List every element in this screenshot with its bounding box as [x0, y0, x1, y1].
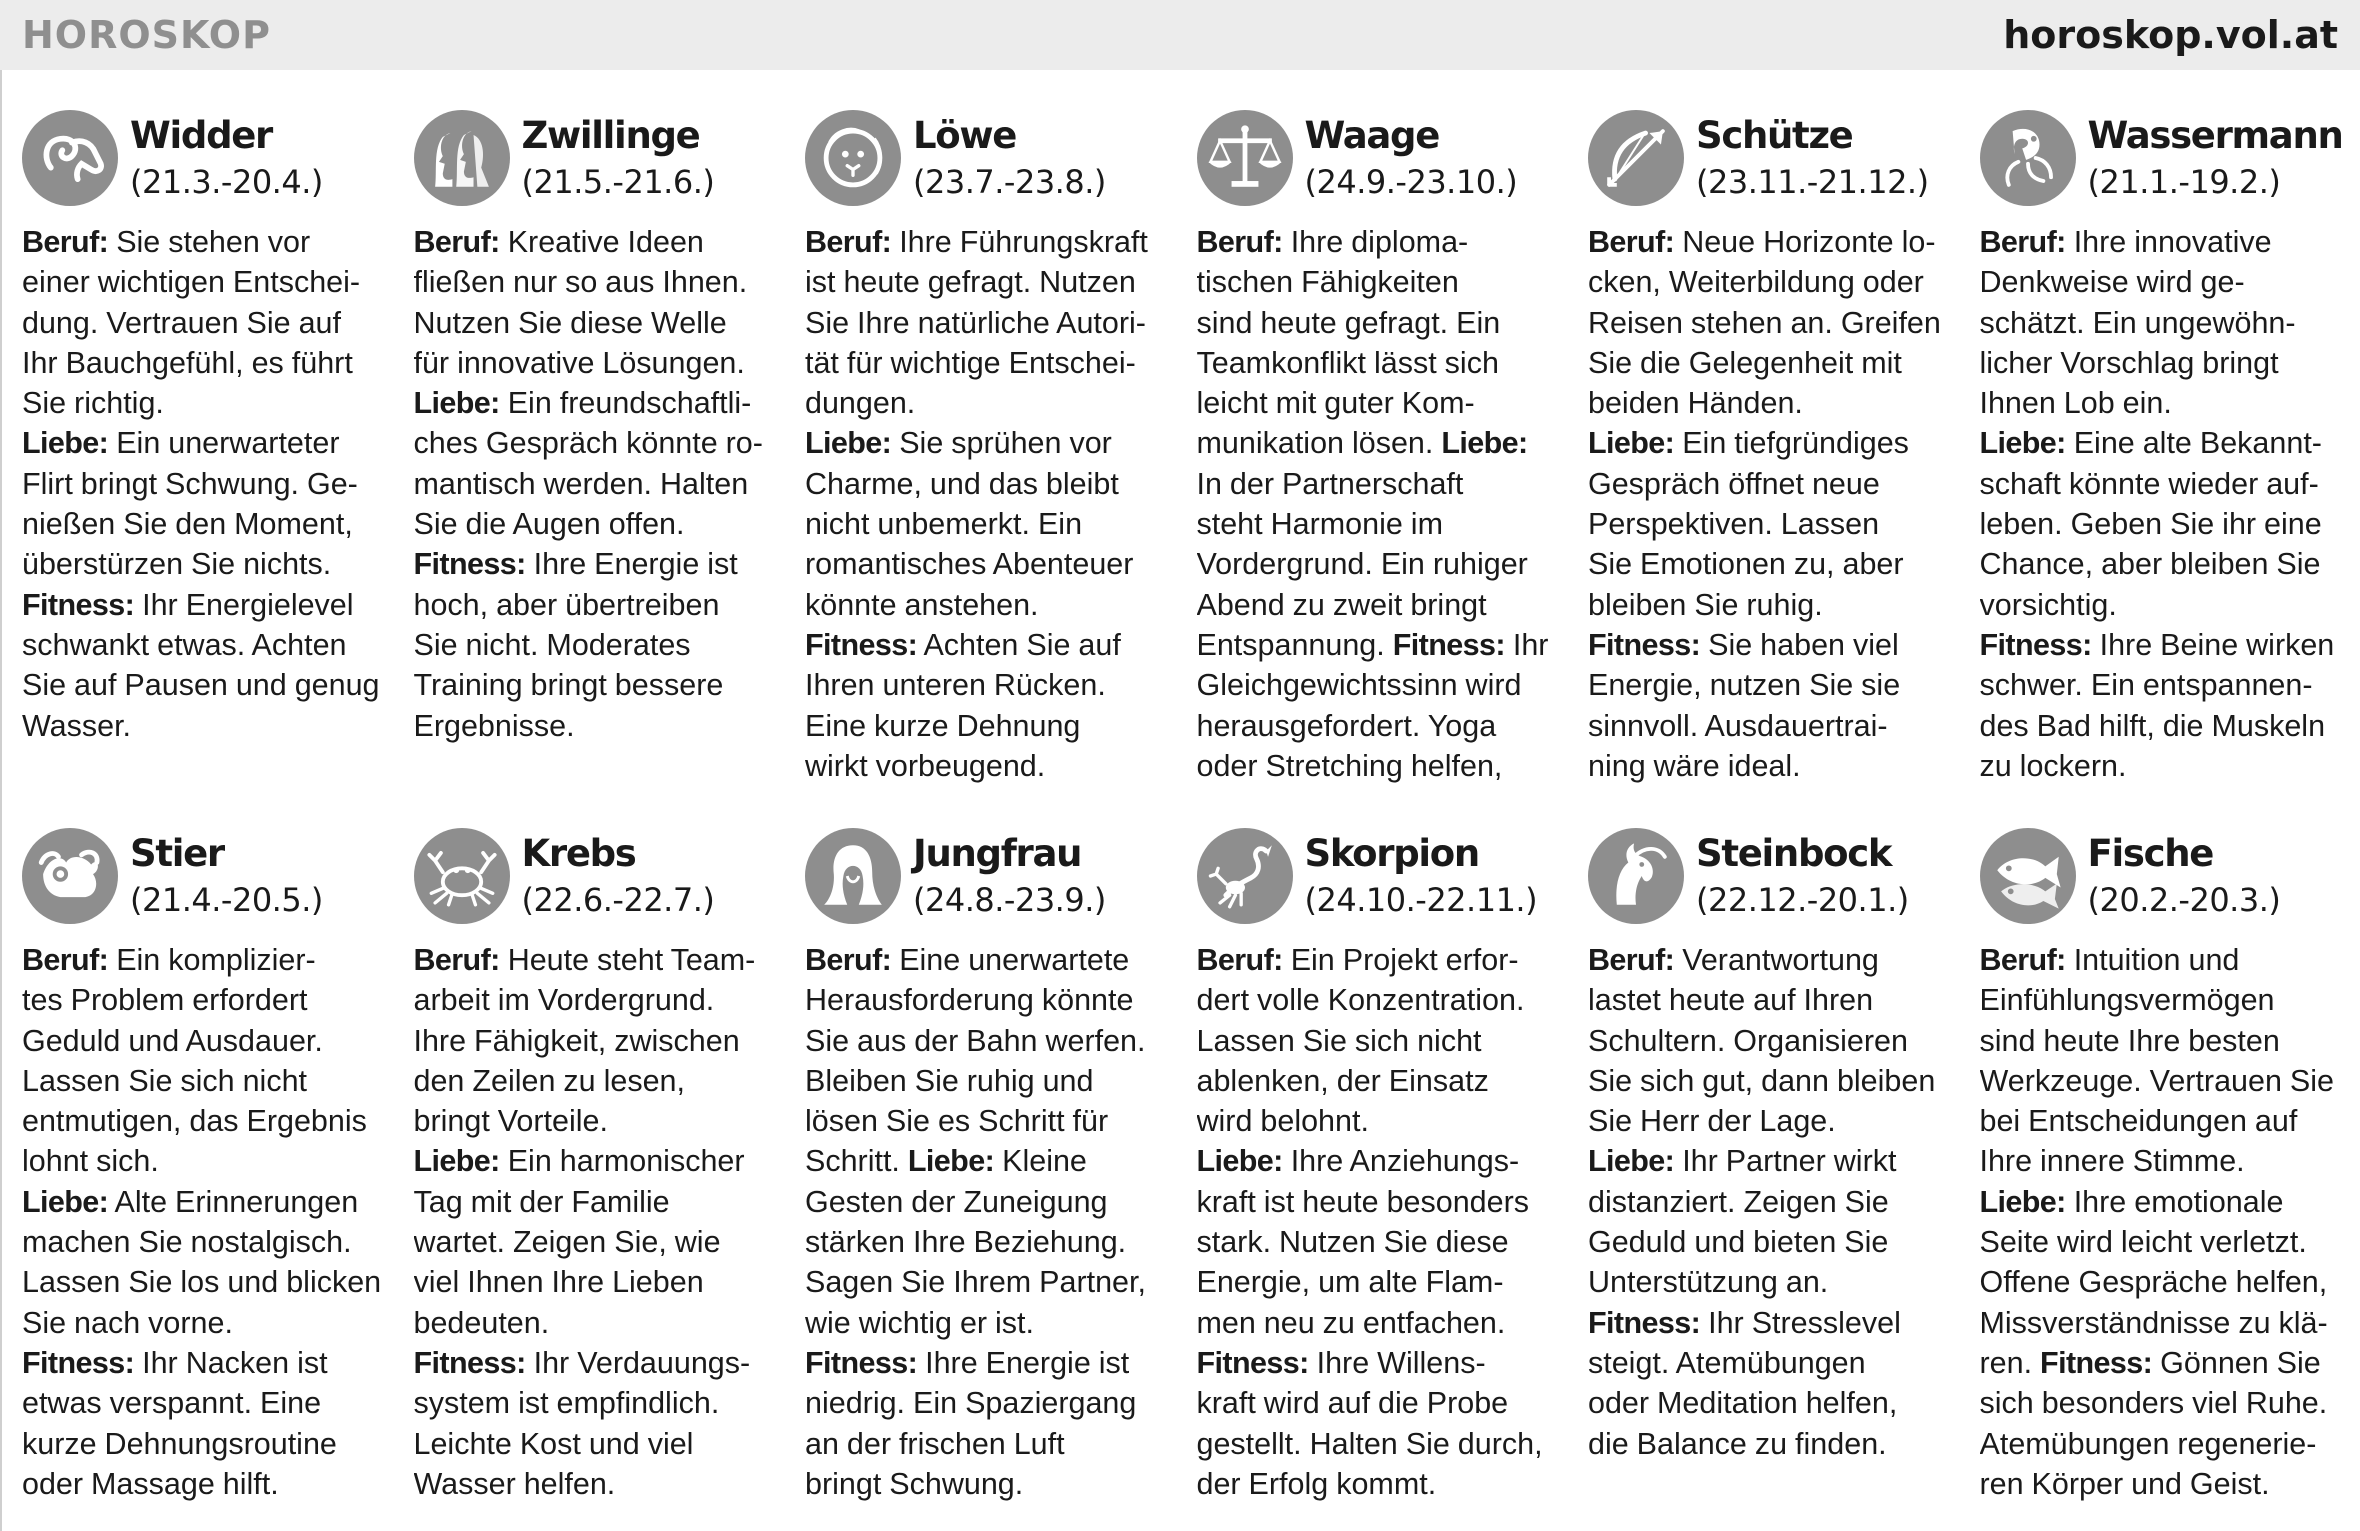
sign-dates: (22.6.-22.7.): [521, 881, 715, 919]
horoscope-text: Alte Erinnerungen: [114, 1184, 359, 1219]
horoscope-text: ning wäre ideal.: [1588, 748, 1801, 783]
horoscope-text: Energie, nutzen Sie sie: [1588, 668, 1901, 703]
category-label: Fitness:: [1979, 627, 2092, 662]
category-label: Fitness:: [22, 587, 135, 622]
category-label: Liebe:: [1588, 426, 1675, 461]
horoscope-text: machen Sie nostalgisch.: [22, 1225, 352, 1260]
category-label: Beruf:: [22, 225, 109, 259]
sign-card-wassermann: [1980, 110, 2360, 828]
sign-card-steinbock: [1588, 828, 1980, 1520]
category-label: Liebe:: [22, 426, 109, 461]
sign-name: Stier: [130, 832, 224, 875]
horoscope-text: Sie nach vorne.: [22, 1305, 233, 1340]
category-label: Beruf:: [1588, 943, 1675, 977]
horoscope-text: Flirt bringt Schwung. Ge-: [22, 466, 358, 501]
horoscope-text: Wasser helfen.: [413, 1466, 616, 1501]
category-label: Liebe:: [1196, 1144, 1283, 1179]
horoscope-text: tes Problem erfordert: [22, 983, 308, 1018]
horoscope-text: Ihre diploma-: [1290, 225, 1469, 259]
sign-dates: (23.11.-21.12.): [1696, 163, 1929, 201]
sign-card-stier: [22, 828, 414, 1520]
horoscope-text: bleiben Sie ruhig.: [1588, 587, 1823, 622]
category-label: Beruf:: [22, 943, 109, 977]
sign-dates: (21.1.-19.2.): [2087, 163, 2281, 201]
sign-name: Fische: [2087, 832, 2214, 875]
horoscope-text: arbeit im Vordergrund.: [413, 983, 715, 1018]
horoscope-text: Heute steht Team-: [507, 943, 756, 977]
category-label: Fitness:: [2040, 1345, 2153, 1380]
horoscope-text: Ihre Führungskraft: [899, 225, 1148, 259]
category-label: Fitness:: [805, 627, 918, 662]
horoscope-text: Gespräch öffnet neue: [1588, 466, 1880, 501]
horoscope-text: entmutigen, das Ergebnis: [22, 1104, 367, 1139]
sign-dates: (21.4.-20.5.): [130, 881, 323, 919]
horoscope-body: [22, 940, 414, 1504]
section-title: HOROSKOP: [22, 13, 271, 57]
horoscope-text: gestellt. Halten Sie durch,: [1196, 1426, 1543, 1461]
capricorn-icon: [1588, 828, 1684, 924]
horoscope-text: Seite wird leicht verletzt.: [1979, 1225, 2307, 1260]
horoscope-text: Abend zu zweit bringt: [1196, 587, 1487, 622]
horoscope-text: Vordergrund. Ein ruhiger: [1196, 547, 1528, 582]
category-label: Beruf:: [1979, 225, 2066, 259]
horoscope-text: steigt. Atemübungen: [1588, 1345, 1866, 1380]
sign-dates: (22.12.-20.1.): [1696, 881, 1909, 919]
category-label: Beruf:: [1196, 943, 1283, 977]
sign-header: [1197, 110, 1589, 222]
horoscope-text: munikation lösen.: [1196, 426, 1434, 461]
horoscope-text: vorsichtig.: [1979, 587, 2117, 622]
horoscope-text: Ihr Bauchgefühl, es führt: [22, 345, 353, 380]
crab-icon: [414, 828, 510, 924]
horoscope-text: für innovative Lösungen.: [413, 345, 745, 380]
horoscope-text: Eine kurze Dehnung: [805, 708, 1081, 743]
horoscope-text: Sie die Augen offen.: [413, 507, 685, 542]
left-border: [0, 70, 2, 1531]
twins-icon: [414, 110, 510, 206]
category-label: Beruf:: [805, 943, 892, 977]
horoscope-body: [1588, 940, 1980, 1464]
horoscope-text: Ihren unteren Rücken.: [805, 668, 1106, 703]
header-bar: [0, 0, 2360, 70]
horoscope-text: Herausforderung könnte: [805, 983, 1134, 1018]
horoscope-body: [1980, 940, 2360, 1504]
sign-header: [414, 110, 806, 222]
horoscope-text: Ihr Energielevel: [142, 587, 354, 622]
horoscope-text: steht Harmonie im: [1196, 507, 1443, 542]
horoscope-text: system ist empfindlich.: [413, 1386, 720, 1421]
category-label: Liebe:: [1979, 1184, 2066, 1219]
horoscope-text: Eine unerwartete: [899, 943, 1130, 977]
category-label: Fitness:: [413, 1345, 526, 1380]
horoscope-body: [22, 222, 414, 746]
category-label: Fitness:: [1588, 627, 1701, 662]
horoscope-text: dungen.: [805, 386, 916, 421]
horoscope-text: kraft wird auf die Probe: [1196, 1386, 1509, 1421]
horoscope-text: die Balance zu finden.: [1588, 1426, 1887, 1461]
horoscope-text: Ihre Energie ist: [533, 547, 738, 582]
sign-name: Krebs: [521, 832, 636, 875]
horoscope-text: lastet heute auf Ihren: [1588, 983, 1874, 1018]
horoscope-text: Ihnen Lob ein.: [1979, 386, 2172, 421]
horoscope-text: lösen Sie es Schritt für: [805, 1104, 1109, 1139]
horoscope-text: Chance, aber bleiben Sie: [1979, 547, 2321, 582]
sign-header: [22, 828, 414, 940]
horoscope-text: leicht mit guter Kom-: [1196, 386, 1475, 421]
sign-card-widder: [22, 110, 414, 828]
sign-card-fische: [1980, 828, 2360, 1520]
category-label: Beruf:: [805, 225, 892, 259]
sign-header: [1588, 828, 1980, 940]
horoscope-text: an der frischen Luft: [805, 1426, 1065, 1461]
horoscope-text: Sie Ihre natürliche Autori-: [805, 305, 1146, 340]
archer-icon: [1588, 110, 1684, 206]
horoscope-text: Ihre Beine wirken: [2099, 627, 2335, 662]
virgin-icon: [805, 828, 901, 924]
horoscope-text: leben. Geben Sie ihr eine: [1979, 507, 2322, 542]
horoscope-text: sind heute Ihre besten: [1979, 1023, 2280, 1058]
horoscope-text: niedrig. Ein Spaziergang: [805, 1386, 1137, 1421]
horoscope-body: [1197, 222, 1589, 786]
sign-header: [1980, 110, 2360, 222]
category-label: Fitness:: [1392, 627, 1505, 662]
horoscope-text: Ein komplizier-: [116, 943, 316, 977]
horoscope-text: In der Partnerschaft: [1196, 466, 1464, 501]
horoscope-text: bringt Schwung.: [805, 1466, 1024, 1501]
horoscope-text: tischen Fähigkeiten: [1196, 265, 1459, 300]
horoscope-text: Ihr: [1512, 627, 1549, 662]
horoscope-text: dung. Vertrauen Sie auf: [22, 305, 341, 340]
category-label: Liebe:: [1588, 1144, 1675, 1179]
sign-dates: (23.7.-23.8.): [913, 163, 1106, 201]
category-label: Liebe:: [805, 426, 892, 461]
category-label: Fitness:: [1196, 1345, 1309, 1380]
horoscope-text: Kreative Ideen: [507, 225, 704, 259]
horoscope-text: stark. Nutzen Sie diese: [1196, 1225, 1509, 1260]
sign-dates: (21.5.-21.6.): [521, 163, 715, 201]
horoscope-text: Bleiben Sie ruhig und: [805, 1063, 1094, 1098]
category-label: Beruf:: [413, 225, 500, 259]
category-label: Liebe:: [413, 1144, 500, 1179]
horoscope-text: Perspektiven. Lassen: [1588, 507, 1880, 542]
sign-header: [1588, 110, 1980, 222]
category-label: Liebe:: [907, 1144, 995, 1179]
horoscope-text: Ihre Energie ist: [925, 1345, 1130, 1380]
horoscope-text: Eine alte Bekannt-: [2073, 426, 2322, 461]
sign-header: [805, 828, 1197, 940]
horoscope-text: tät für wichtige Entschei-: [805, 345, 1136, 380]
horoscope-text: überstürzen Sie nichts.: [22, 547, 332, 582]
horoscope-text: Wasser.: [22, 708, 132, 743]
bull-icon: [22, 828, 118, 924]
sign-header: [1980, 828, 2360, 940]
horoscope-text: Lassen Sie sich nicht: [22, 1063, 308, 1098]
horoscope-text: romantisches Abenteuer: [805, 547, 1134, 582]
category-label: Liebe:: [413, 386, 500, 421]
category-label: Fitness:: [22, 1345, 135, 1380]
horoscope-text: wie wichtig er ist.: [805, 1305, 1035, 1340]
horoscope-text: etwas verspannt. Eine: [22, 1386, 322, 1421]
horoscope-text: Ein freundschaftli-: [507, 386, 752, 421]
horoscope-text: ist heute gefragt. Nutzen: [805, 265, 1136, 300]
category-label: Beruf:: [1196, 225, 1283, 259]
horoscope-text: stärken Ihre Beziehung.: [805, 1225, 1127, 1260]
sign-name: Löwe: [913, 114, 1017, 157]
horoscope-text: Ein tiefgründiges: [1682, 426, 1909, 461]
horoscope-text: Reisen stehen an. Greifen: [1588, 305, 1941, 340]
horoscope-text: Einfühlungsvermögen: [1979, 983, 2275, 1018]
sign-name: Wassermann: [2087, 114, 2343, 157]
water-bearer-icon: [1980, 110, 2076, 206]
horoscope-text: Ein unerwarteter: [116, 426, 340, 461]
horoscope-text: Neue Horizonte lo-: [1682, 225, 1936, 259]
horoscope-text: Ihr Nacken ist: [142, 1345, 328, 1380]
horoscope-text: sinnvoll. Ausdauertrai-: [1588, 708, 1888, 743]
horoscope-text: Sie sich gut, dann bleiben: [1588, 1063, 1936, 1098]
horoscope-text: oder Massage hilft.: [22, 1466, 279, 1501]
horoscope-text: hoch, aber übertreiben: [413, 587, 720, 622]
horoscope-body: [805, 940, 1197, 1504]
horoscope-text: könnte anstehen.: [805, 587, 1039, 622]
horoscope-text: ablenken, der Einsatz: [1196, 1063, 1489, 1098]
sign-card-schuetze: [1588, 110, 1980, 828]
horoscope-text: Charme, und das bleibt: [805, 466, 1119, 501]
horoscope-text: ches Gespräch könnte ro-: [413, 426, 763, 461]
horoscope-text: sind heute gefragt. Ein: [1196, 305, 1501, 340]
sign-name: Zwillinge: [521, 114, 700, 157]
horoscope-text: Ihre innovative: [2073, 225, 2272, 259]
horoscope-text: Ihr Verdauungs-: [533, 1345, 751, 1380]
horoscope-text: ren Körper und Geist.: [1979, 1466, 2270, 1501]
horoscope-text: Sie aus der Bahn werfen.: [805, 1023, 1146, 1058]
scorpion-icon: [1197, 828, 1293, 924]
horoscope-text: wirkt vorbeugend.: [805, 748, 1046, 783]
horoscope-text: Sie die Gelegenheit mit: [1588, 345, 1902, 380]
horoscope-text: Nutzen Sie diese Welle: [413, 305, 727, 340]
sign-card-waage: [1197, 110, 1589, 828]
horoscope-text: nicht unbemerkt. Ein: [805, 507, 1083, 542]
site-url-link[interactable]: horoskop.vol.at: [2003, 13, 2338, 57]
horoscope-text: schaft könnte wieder auf-: [1979, 466, 2319, 501]
sign-header: [414, 828, 806, 940]
horoscope-text: cken, Weiterbildung oder: [1588, 265, 1924, 300]
sign-name: Jungfrau: [913, 832, 1082, 875]
horoscope-text: Ein harmonischer: [507, 1144, 745, 1179]
horoscope-text: Achten Sie auf: [923, 627, 1121, 662]
horoscope-grid: [22, 110, 2352, 1520]
horoscope-text: wird belohnt.: [1196, 1104, 1369, 1139]
sign-name: Steinbock: [1696, 832, 1892, 875]
sign-name: Schütze: [1696, 114, 1853, 157]
horoscope-text: Tag mit der Familie: [413, 1184, 670, 1219]
category-label: Beruf:: [1979, 943, 2066, 977]
category-label: Liebe:: [22, 1184, 109, 1219]
horoscope-text: nießen Sie den Moment,: [22, 507, 353, 542]
horoscope-text: der Erfolg kommt.: [1196, 1466, 1437, 1501]
horoscope-text: Sie stehen vor: [116, 225, 311, 259]
horoscope-text: Geduld und bieten Sie: [1588, 1225, 1889, 1260]
horoscope-body: [414, 222, 806, 746]
horoscope-text: fließen nur so aus Ihnen.: [413, 265, 748, 300]
horoscope-text: Sie haben viel: [1708, 627, 1899, 662]
sign-dates: (20.2.-20.3.): [2087, 881, 2281, 919]
horoscope-text: kurze Dehnungsroutine: [22, 1426, 337, 1461]
category-label: Fitness:: [805, 1345, 918, 1380]
scales-icon: [1197, 110, 1293, 206]
category-label: Fitness:: [1588, 1305, 1701, 1340]
horoscope-text: kraft ist heute besonders: [1196, 1184, 1529, 1219]
horoscope-text: Gesten der Zuneigung: [805, 1184, 1108, 1219]
horoscope-text: Ihr Partner wirkt: [1682, 1144, 1897, 1179]
horoscope-text: herausgefordert. Yoga: [1196, 708, 1497, 743]
horoscope-text: ren.: [1979, 1345, 2033, 1380]
horoscope-body: [805, 222, 1197, 786]
horoscope-text: oder Meditation helfen,: [1588, 1386, 1898, 1421]
horoscope-text: Leichte Kost und viel: [413, 1426, 694, 1461]
sign-dates: (24.10.-22.11.): [1304, 881, 1538, 919]
horoscope-text: Verantwortung: [1682, 943, 1879, 977]
horoscope-text: Schultern. Organisieren: [1588, 1023, 1908, 1058]
horoscope-text: Gönnen Sie: [2160, 1345, 2321, 1380]
horoscope-body: [414, 940, 806, 1504]
horoscope-text: Sie sprühen vor: [899, 426, 1112, 461]
category-label: Beruf:: [413, 943, 500, 977]
horoscope-text: Ihre innere Stimme.: [1979, 1144, 2245, 1179]
horoscope-text: Training bringt bessere: [413, 668, 724, 703]
horoscope-text: Ihr Stresslevel: [1708, 1305, 1901, 1340]
horoscope-text: Lassen Sie los und blicken: [22, 1265, 382, 1300]
sign-header: [22, 110, 414, 222]
sign-dates: (24.9.-23.10.): [1304, 163, 1518, 201]
lion-icon: [805, 110, 901, 206]
horoscope-text: einer wichtigen Entschei-: [22, 265, 361, 300]
horoscope-text: dert volle Konzentration.: [1196, 983, 1525, 1018]
sign-header: [805, 110, 1197, 222]
horoscope-text: Kleine: [1002, 1144, 1087, 1179]
horoscope-text: lohnt sich.: [22, 1144, 159, 1179]
horoscope-text: bringt Vorteile.: [413, 1104, 608, 1139]
horoscope-body: [1197, 940, 1589, 1504]
horoscope-text: distanziert. Zeigen Sie: [1588, 1184, 1889, 1219]
sign-card-loewe: [805, 110, 1197, 828]
horoscope-text: des Bad hilft, die Muskeln: [1979, 708, 2326, 743]
sign-dates: (24.8.-23.9.): [913, 881, 1106, 919]
horoscope-body: [1980, 222, 2360, 786]
category-label: Liebe:: [1441, 426, 1528, 461]
horoscope-text: Ihre emotionale: [2073, 1184, 2284, 1219]
horoscope-text: Ihre Anziehungs-: [1290, 1144, 1520, 1179]
horoscope-text: Entspannung.: [1196, 627, 1385, 662]
horoscope-text: Werkzeuge. Vertrauen Sie: [1979, 1063, 2334, 1098]
horoscope-text: Sie Herr der Lage.: [1588, 1104, 1836, 1139]
horoscope-text: mantisch werden. Halten: [413, 466, 749, 501]
horoscope-text: Gleichgewichtssinn wird: [1196, 668, 1522, 703]
horoscope-text: schätzt. Ein ungewöhn-: [1979, 305, 2296, 340]
horoscope-text: Sie Emotionen zu, aber: [1588, 547, 1904, 582]
horoscope-text: Geduld und Ausdauer.: [22, 1023, 323, 1058]
horoscope-text: Sie richtig.: [22, 386, 164, 421]
horoscope-text: Denkweise wird ge-: [1979, 265, 2245, 300]
category-label: Beruf:: [1588, 225, 1675, 259]
fish-icon: [1980, 828, 2076, 924]
horoscope-text: men neu zu entfachen.: [1196, 1305, 1506, 1340]
horoscope-text: oder Stretching helfen,: [1196, 748, 1503, 783]
horoscope-text: Ergebnisse.: [413, 708, 575, 743]
horoscope-text: Unterstützung an.: [1588, 1265, 1829, 1300]
sign-card-krebs: [414, 828, 806, 1520]
horoscope-text: schwer. Ein entspannen-: [1979, 668, 2313, 703]
horoscope-text: Ein Projekt erfor-: [1290, 943, 1519, 977]
horoscope-text: Schritt.: [805, 1144, 900, 1179]
horoscope-text: Ihre Willens-: [1316, 1345, 1486, 1380]
horoscope-text: Intuition und: [2073, 943, 2240, 977]
horoscope-text: Offene Gespräche helfen,: [1979, 1265, 2328, 1300]
horoscope-body: [1588, 222, 1980, 786]
horoscope-text: licher Vorschlag bringt: [1979, 345, 2279, 380]
horoscope-text: sich besonders viel Ruhe.: [1979, 1386, 2328, 1421]
horoscope-text: wartet. Zeigen Sie, wie: [413, 1225, 721, 1260]
horoscope-text: Sie auf Pausen und genug: [22, 668, 380, 703]
horoscope-text: Teamkonflikt lässt sich: [1196, 345, 1499, 380]
sign-name: Widder: [130, 114, 273, 157]
sign-name: Skorpion: [1304, 832, 1479, 875]
category-label: Liebe:: [1979, 426, 2066, 461]
horoscope-text: bedeuten.: [413, 1305, 550, 1340]
sign-dates: (21.3.-20.4.): [130, 163, 323, 201]
horoscope-text: schwankt etwas. Achten: [22, 627, 347, 662]
sign-name: Waage: [1304, 114, 1440, 157]
horoscope-text: viel Ihnen Ihre Lieben: [413, 1265, 704, 1300]
sign-card-skorpion: [1197, 828, 1589, 1520]
horoscope-text: bei Entscheidungen auf: [1979, 1104, 2298, 1139]
horoscope-text: Sagen Sie Ihrem Partner,: [805, 1265, 1146, 1300]
category-label: Fitness:: [413, 547, 526, 582]
horoscope-text: Atemübungen regenerie-: [1979, 1426, 2317, 1461]
horoscope-text: Sie nicht. Moderates: [413, 627, 691, 662]
horoscope-text: Missverständnisse zu klä-: [1979, 1305, 2328, 1340]
horoscope-text: zu lockern.: [1979, 748, 2127, 783]
sign-header: [1197, 828, 1589, 940]
horoscope-text: Ihre Fähigkeit, zwischen: [413, 1023, 740, 1058]
horoscope-text: den Zeilen zu lesen,: [413, 1063, 685, 1098]
sign-card-zwillinge: [414, 110, 806, 828]
sign-card-jungfrau: [805, 828, 1197, 1520]
horoscope-text: beiden Händen.: [1588, 386, 1803, 421]
ram-icon: [22, 110, 118, 206]
horoscope-text: Energie, um alte Flam-: [1196, 1265, 1504, 1300]
horoscope-text: Lassen Sie sich nicht: [1196, 1023, 1482, 1058]
